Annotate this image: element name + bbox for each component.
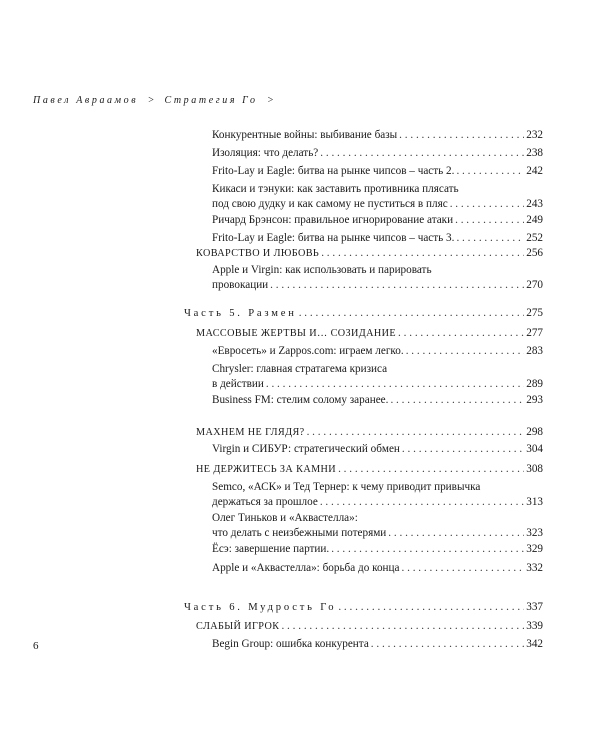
toc-entry-page: 275	[526, 307, 543, 319]
toc-entry-title: Ёсэ: завершение партии.	[212, 543, 330, 555]
toc-entry-page: 308	[526, 463, 543, 475]
toc-entry	[212, 128, 543, 143]
toc-leader-dots	[456, 164, 524, 179]
toc-entry-title: Конкурентные войны: выбивание базы	[212, 129, 398, 141]
toc-entry-title: провокации	[212, 279, 269, 291]
toc-entry	[212, 164, 543, 179]
toc-entry	[212, 213, 543, 228]
toc-entry-page: 293	[526, 394, 543, 406]
toc-entry	[212, 182, 543, 212]
header-book-title: Стратегия Го	[164, 95, 258, 106]
toc-leader-dots	[455, 213, 524, 228]
toc-entry	[212, 263, 543, 293]
toc-entry-title: Кикаси и тэнуки: как заставить противника плясать	[212, 183, 459, 195]
toc-entry-title: держаться за прошлое	[212, 496, 318, 508]
toc-entry-page: 332	[526, 562, 543, 574]
toc-entry	[212, 511, 543, 541]
toc-leader-dots	[371, 637, 524, 652]
toc-leader-dots	[388, 526, 524, 541]
toc-leader-dots	[331, 542, 524, 557]
toc-entry-title: Business FM: стелим солому заранее.	[212, 394, 389, 406]
toc-entry-title: Ричард Брэнсон: правильное игнорирование атаки	[212, 214, 454, 226]
toc-entry-page: 270	[526, 279, 543, 291]
toc-entry-title: Apple и Virgin: как использовать и парировать	[212, 264, 432, 276]
toc-leader-dots	[450, 197, 525, 212]
toc-leader-dots	[456, 231, 524, 246]
toc-entry	[196, 425, 543, 440]
toc-leader-dots	[266, 377, 524, 392]
toc-entry-title: Apple и «Аквастелла»: борьба до конца	[212, 562, 400, 574]
toc-entry-title: в действии	[212, 378, 264, 390]
toc-entry-page: 329	[526, 543, 543, 555]
toc-entry	[196, 619, 543, 634]
toc-entry-page: 283	[526, 345, 543, 357]
toc-entry-title: Часть 5. Размен	[184, 308, 297, 319]
toc-entry	[212, 561, 543, 576]
toc-entry-title: Semco, «АСК» и Тед Тернер: к чему приводит привычка	[212, 481, 481, 493]
toc-entry-title: КОВАРСТВО И ЛЮБОВЬ	[196, 248, 320, 259]
toc-entry-page: 249	[526, 214, 543, 226]
toc-entry	[212, 637, 543, 652]
toc-entry-page: 342	[526, 638, 543, 650]
toc-leader-dots	[307, 425, 525, 440]
toc-entry-page: 298	[526, 426, 543, 438]
toc-entry	[196, 462, 543, 477]
toc-entry-page: 252	[526, 232, 543, 244]
toc-entry	[212, 542, 543, 557]
toc-entry-page: 242	[526, 165, 543, 177]
toc-entry-page: 323	[526, 527, 543, 539]
toc-leader-dots	[402, 561, 525, 576]
toc-entry-title: СЛАБЫЙ ИГРОК	[196, 621, 280, 632]
toc-entry-page: 232	[526, 129, 543, 141]
toc-entry-title: МАХНЕМ НЕ ГЛЯДЯ?	[196, 427, 305, 438]
toc-entry	[212, 231, 543, 246]
toc-entry	[212, 442, 543, 457]
toc-entry	[212, 480, 543, 510]
toc-entry-title: Virgin и СИБУР: стратегический обмен	[212, 443, 400, 455]
toc-entry-page: 277	[526, 327, 543, 339]
toc-entry	[212, 344, 543, 359]
toc-leader-dots	[299, 306, 525, 321]
toc-leader-dots	[406, 344, 525, 359]
toc-entry	[196, 326, 543, 341]
toc-entry-title: НЕ ДЕРЖИТЕСЬ ЗА КАМНИ	[196, 464, 337, 475]
toc-entry	[212, 362, 543, 392]
toc-entry	[212, 146, 543, 161]
toc-entry-title: Chrysler: главная стратагема кризиса	[212, 363, 388, 375]
toc-leader-dots	[338, 462, 524, 477]
toc-entry-title: Олег Тиньков и «Аквастелла»:	[212, 512, 358, 524]
toc-entry-page: 256	[526, 247, 543, 259]
toc-leader-dots	[320, 146, 524, 161]
page-number: 6	[33, 640, 39, 652]
toc-entry-title: что делать с неизбежными потерями	[212, 527, 387, 539]
toc-entry-title: Begin Group: ошибка конкурента	[212, 638, 369, 650]
toc-entry-title: Изоляция: что делать?	[212, 147, 319, 159]
toc-entry-page: 238	[526, 147, 543, 159]
toc-entry	[184, 600, 543, 615]
toc-entry-page: 304	[526, 443, 543, 455]
toc-leader-dots	[281, 619, 524, 634]
toc-entry-title: Frito-Lay и Eagle: битва на рынке чипсов – часть 2.	[212, 165, 455, 177]
toc-entry-page: 243	[526, 198, 543, 210]
toc-entry-title: МАССОВЫЕ ЖЕРТВЫ И… СОЗИДАНИЕ	[196, 328, 397, 339]
toc-entry-page: 337	[526, 601, 543, 613]
toc-leader-dots	[390, 393, 524, 408]
toc-entry-title: Часть 6. Мудрость Го	[184, 602, 337, 613]
toc-leader-dots	[338, 600, 524, 615]
toc-leader-dots	[399, 128, 524, 143]
toc-entry	[212, 393, 543, 408]
toc-entry	[196, 246, 543, 261]
running-header	[33, 95, 284, 106]
toc-leader-dots	[270, 278, 524, 293]
toc-leader-dots	[402, 442, 524, 457]
toc-entry-page: 313	[526, 496, 543, 508]
toc-entry	[184, 306, 543, 321]
toc-leader-dots	[321, 246, 524, 261]
header-author: Павел Авраамов	[33, 95, 139, 106]
toc-entry-page: 339	[526, 620, 543, 632]
toc-entry-title: «Евросеть» и Zappos.com: играем легко.	[212, 345, 404, 357]
toc-leader-dots	[320, 495, 524, 510]
toc-entry-title: под свою дудку и как самому не пуститься в пляс	[212, 198, 448, 210]
toc-entry-title: Frito-Lay и Eagle: битва на рынке чипсов – часть 3.	[212, 232, 455, 244]
toc-leader-dots	[398, 326, 524, 341]
toc-entry-page: 289	[526, 378, 543, 390]
header-trail: >	[267, 95, 276, 106]
header-separator: >	[148, 95, 157, 106]
